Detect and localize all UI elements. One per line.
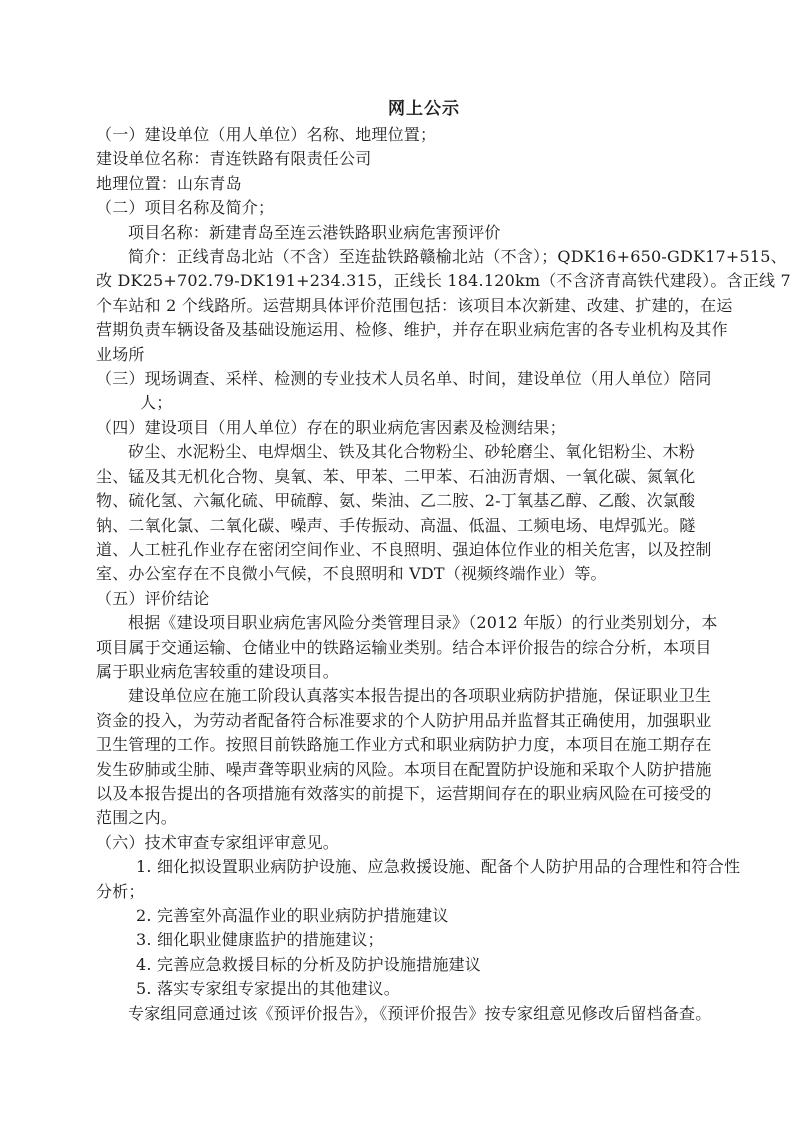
document-line: 建设单位名称：青连铁路有限责任公司 <box>96 149 372 169</box>
document-line: 范围之内。 <box>96 808 178 828</box>
document-line: 卫生管理的工作。按照目前铁路施工作业方式和职业病防护力度，本项目在施工期存在 <box>96 735 712 755</box>
document-line: 道、人工桩孔作业存在密闭空间作业、不良照明、强迫体位作业的相关危害，以及控制 <box>96 539 712 559</box>
document-line: 专家组同意通过该《预评价报告》，《预评价报告》按专家组意见修改后留档备查。 <box>128 1003 712 1023</box>
document-line: （三）现场调查、采样、检测的专业技术人员名单、时间，建设单位（用人单位）陪同 <box>96 369 712 389</box>
document-line: 矽尘、水泥粉尘、电焊烟尘、铁及其化合物粉尘、砂轮磨尘、氧化铝粉尘、木粉 <box>128 442 696 462</box>
document-line: 发生矽肺或尘肺、噪声聋等职业病的风险。本项目在配置防护设施和采取个人防护措施 <box>96 759 712 779</box>
document-line: 2. 完善室外高温作业的职业病防护措施建议 <box>136 906 449 925</box>
document-line: 尘、锰及其无机化合物、臭氧、苯、甲苯、二甲苯、石油沥青烟、一氧化碳、氮氧化 <box>96 466 696 486</box>
document-line: （一）建设单位（用人单位）名称、地理位置； <box>96 125 437 144</box>
document-line: （六）技术审查专家组评审意见。 <box>96 832 340 852</box>
document-line: 分析； <box>96 881 145 901</box>
document-line: 根据《建设项目职业病危害风险分类管理目录》（2012 年版）的行业类别划分，本 <box>128 613 718 633</box>
document-line: 4. 完善应急救援目标的分析及防护设施措施建议 <box>136 954 481 974</box>
document-line: 项目名称：新建青岛至连云港铁路职业病危害预评价 <box>128 222 501 242</box>
document-content <box>96 97 791 1026</box>
document-line: 1. 细化拟设置职业病防护设施、应急救援设施、配备个人防护用品的合理性和符合性 <box>136 857 741 877</box>
document-line: 简介：正线青岛北站（不含）至连盐铁路赣榆北站（不含）；QDK16+650-GDK17+515、 <box>128 247 787 267</box>
document-line: 属于职业病危害较重的建设项目。 <box>96 661 340 681</box>
document-line: 项目属于交通运输、仓储业中的铁路运输业类别。结合本评价报告的综合分析，本项目 <box>96 637 712 657</box>
document-line: 业场所 <box>96 344 145 364</box>
document-line: 改 DK25+702.79-DK191+234.315，正线长 184.120km（不含济青高铁代建段）。含正线 7 <box>96 271 791 291</box>
document-line: 室、办公室存在不良微小气候，不良照明和 VDT（视频终端作业）等。 <box>96 564 607 584</box>
document-line: 人； <box>140 393 173 413</box>
document-line: （二）项目名称及简介； <box>96 198 275 218</box>
document-line: 钠、二氧化氯、二氧化碳、噪声、手传振动、高温、低温、工频电场、电焊弧光。隧 <box>96 515 696 535</box>
document-line: 5. 落实专家组专家提出的其他建议。 <box>136 979 400 999</box>
document-line: 个车站和 2 个线路所。运营期具体评价范围包括：该项目本次新建、改建、扩建的，在运 <box>96 295 733 315</box>
document-line: 以及本报告提出的各项措施有效落实的前提下，运营期间存在的职业病风险在可接受的 <box>96 783 712 803</box>
document-body <box>96 123 791 1026</box>
document-line: （四）建设项目（用人单位）存在的职业病危害因素及检测结果； <box>96 417 566 437</box>
document-line: 3. 细化职业健康监护的措施建议； <box>136 930 384 950</box>
document-line: （五）评价结论 <box>96 588 210 608</box>
document-line: 资金的投入，为劳动者配备符合标准要求的个人防护用品并监督其正确使用，加强职业 <box>96 710 712 730</box>
document-line: 物、硫化氢、六氟化硫、甲硫醇、氨、柴油、乙二胺、2-丁氧基乙醇、乙酸、次氯酸 <box>96 491 696 511</box>
document-line: 地理位置：山东青岛 <box>96 173 242 193</box>
document-line: 建设单位应在施工阶段认真落实本报告提出的各项职业病防护措施，保证职业卫生 <box>128 686 712 706</box>
document-line: 营期负责车辆设备及基础设施运用、检修、维护，并存在职业病危害的各专业机构及其作 <box>96 320 728 340</box>
document-title: 网上公示 <box>388 99 460 119</box>
